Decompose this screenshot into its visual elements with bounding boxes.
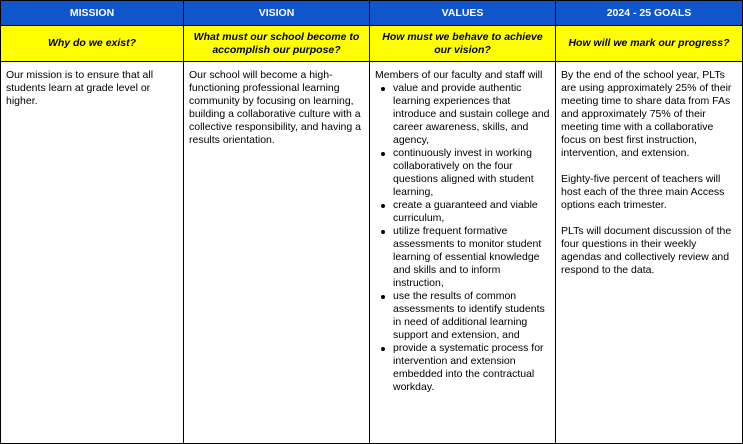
bullet-icon: [381, 347, 385, 351]
values-item: [375, 199, 551, 225]
vision-text: Our school will become a high-functioning professional learning community by focusing on learning, building a collaborative culture with a collective responsibility, and having a results orientation.: [189, 69, 361, 146]
values-item-text: continuously invest in working collaboratively on the four questions aligned with student learning,: [393, 147, 534, 198]
values-item-text: use the results of common assessments to identify students in need of additional learning support and extension, and: [393, 290, 545, 341]
vision-cell: [184, 62, 370, 444]
values-item-text: create a guaranteed and viable curriculum,: [393, 199, 538, 224]
values-list: [375, 82, 551, 394]
values-item-text: utilize frequent formative assessments to monitor student learning of essential knowledge and skills and to inform instruction,: [393, 225, 542, 289]
question-goals: How will we mark our progress?: [556, 26, 743, 62]
values-item: [375, 342, 551, 394]
mission-cell: [0, 62, 184, 444]
values-cell: [370, 62, 556, 444]
values-item: [375, 147, 551, 199]
bullet-icon: [381, 204, 385, 208]
goal-text: By the end of the school year, PLTs are using approximately 25% of their meeting time to share data from FAs and approximately 75% of their meeting time with a collaborative focus on best first instruction, intervention, and extension.: [561, 69, 732, 159]
bullet-icon: [381, 295, 385, 299]
values-item: [375, 82, 551, 147]
goal-text: PLTs will document discussion of the four questions in their weekly agendas and collectively review and respond to the data.: [561, 225, 732, 276]
question-vision: What must our school become to accomplish our purpose?: [184, 26, 370, 62]
mission-text: Our mission is to ensure that all students learn at grade level or higher.: [6, 69, 154, 107]
question-mission: Why do we exist?: [0, 26, 184, 62]
values-item-text: provide a systematic process for intervention and extension embedded into the contractual workday.: [393, 342, 544, 393]
bullet-icon: [381, 87, 385, 91]
header-goals: 2024 - 25 GOALS: [556, 0, 743, 26]
values-intro: Members of our faculty and staff will: [375, 69, 543, 81]
bullet-icon: [381, 152, 385, 156]
question-values: How must we behave to achieve our vision?: [370, 26, 556, 62]
bullet-icon: [381, 230, 385, 234]
values-item: [375, 290, 551, 342]
goals-cell: [556, 62, 743, 444]
header-mission: MISSION: [0, 0, 184, 26]
values-item: [375, 225, 551, 290]
values-item-text: value and provide authentic learning experiences that introduce and sustain college and career awareness, skills, and agency,: [393, 82, 550, 146]
goal-text: Eighty-five percent of teachers will host each of the three main Access options each trimester.: [561, 173, 725, 211]
header-vision: VISION: [184, 0, 370, 26]
header-values: VALUES: [370, 0, 556, 26]
